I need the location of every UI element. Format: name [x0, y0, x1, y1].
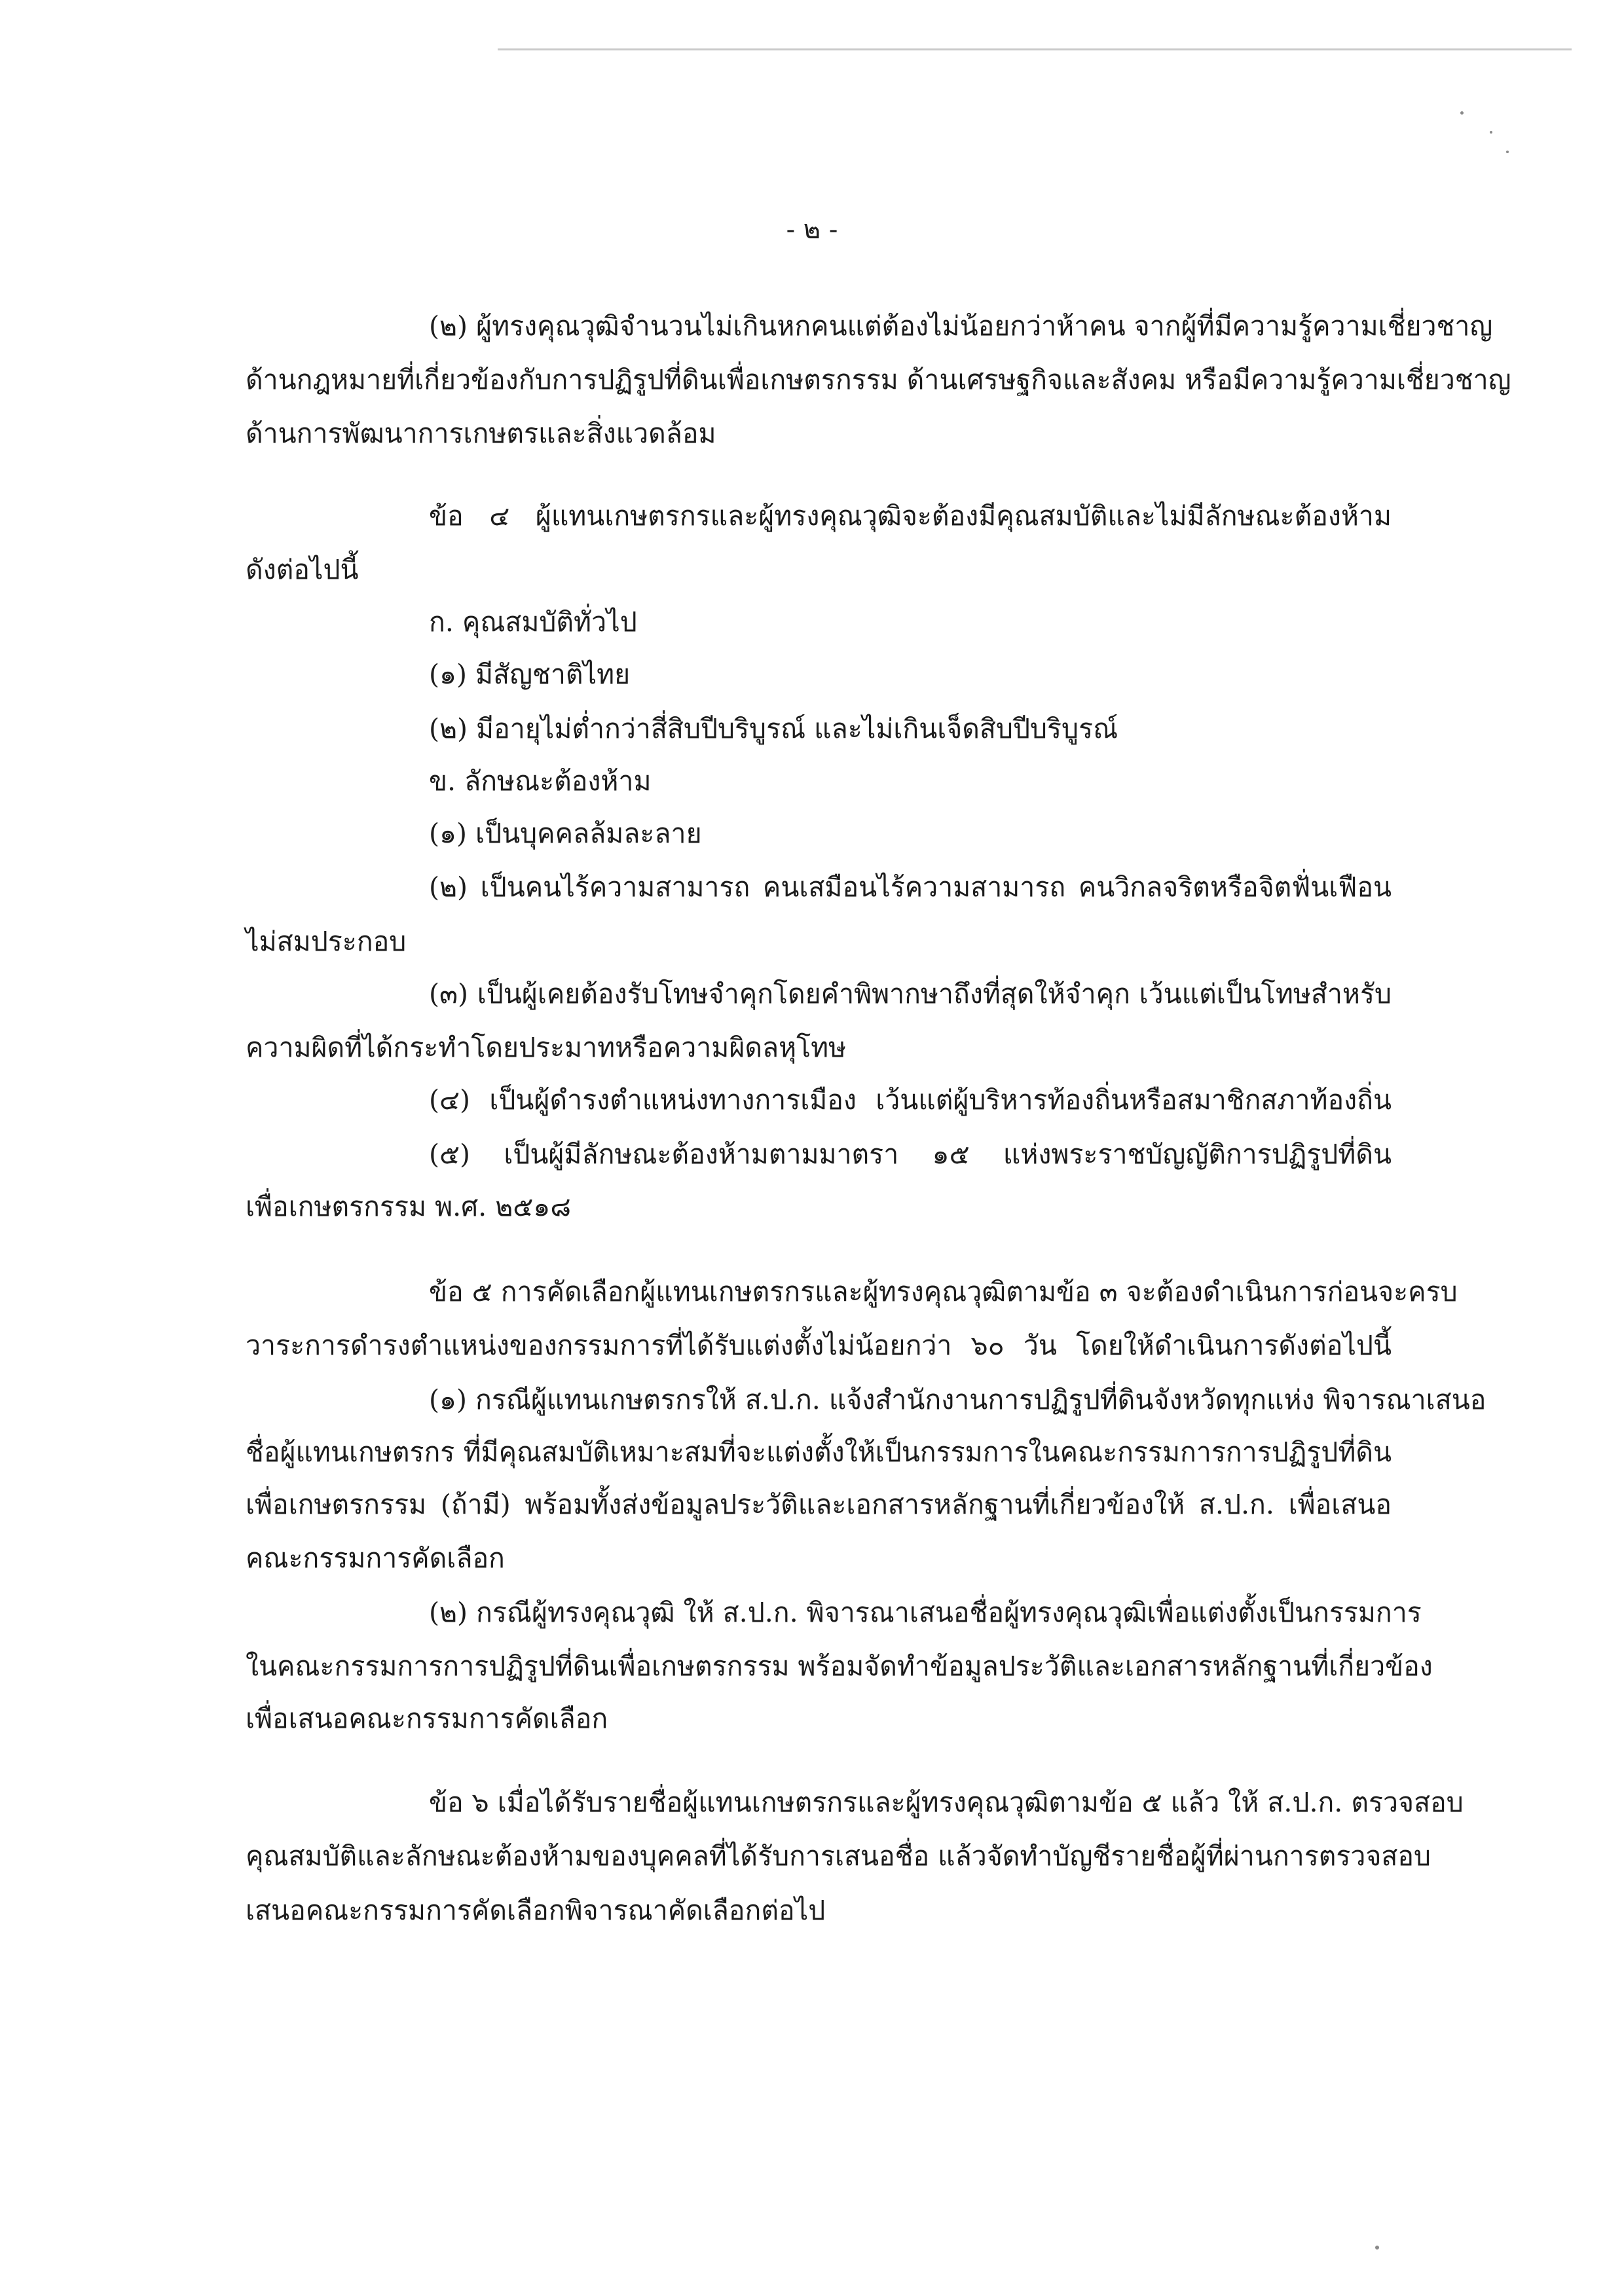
text-line: ด้านการพัฒนาการเกษตรและสิ่งแวดล้อม	[246, 418, 716, 449]
text-line: (๑) กรณีผู้แทนเกษตรกรให้ ส.ป.ก. แจ้งสำนักงานการปฏิรูปที่ดินจังหวัดทุกแห่ง พิจารณาเสนอ	[429, 1384, 1486, 1415]
text-line: เพื่อเกษตรกรรม (ถ้ามี) พร้อมทั้งส่งข้อมูลประวัติและเอกสารหลักฐานที่เกี่ยวข้องให้ ส.ป.ก. เพื่อเสนอ	[246, 1489, 1392, 1520]
text-line: (๑) เป็นบุคคลล้มละลาย	[429, 818, 702, 849]
clause-heading: ข้อ ๔ ผู้แทนเกษตรกรและผู้ทรงคุณวุฒิจะต้องมีคุณสมบัติและไม่มีลักษณะต้องห้าม	[429, 500, 1392, 532]
scan-speck	[1375, 2246, 1379, 2250]
text-line: (๒) กรณีผู้ทรงคุณวุฒิ ให้ ส.ป.ก. พิจารณาเสนอชื่อผู้ทรงคุณวุฒิเพื่อแต่งตั้งเป็นกรรมการ	[429, 1597, 1422, 1628]
text-line: ไม่สมประกอบ	[246, 926, 407, 957]
text-line: (๓) เป็นผู้เคยต้องรับโทษจำคุกโดยคำพิพากษาถึงที่สุดให้จำคุก เว้นแต่เป็นโทษสำหรับ	[429, 978, 1392, 1010]
scan-edge-line	[498, 48, 1572, 50]
text-line: เพื่อเสนอคณะกรรมการคัดเลือก	[246, 1703, 608, 1734]
text-line: คณะกรรมการคัดเลือก	[246, 1542, 505, 1574]
page-number: - ๒ -	[786, 215, 838, 245]
text-line: ความผิดที่ได้กระทำโดยประมาทหรือความผิดลหุโทษ	[246, 1032, 847, 1063]
text-line: ชื่อผู้แทนเกษตรกร ที่มีคุณสมบัติเหมาะสมที่จะแต่งตั้งให้เป็นกรรมการในคณะกรรมการการปฏิรูปที่ดิน	[246, 1436, 1392, 1468]
text-line: ข. ลักษณะต้องห้าม	[429, 765, 652, 797]
scan-speck	[1490, 131, 1492, 134]
text-line: ดังต่อไปนี้	[246, 554, 359, 585]
scan-speck	[1460, 111, 1464, 115]
text-line: (๒) มีอายุไม่ต่ำกว่าสี่สิบปีบริบูรณ์ และไม่เกินเจ็ดสิบปีบริบูรณ์	[429, 713, 1118, 744]
text-line: วาระการดำรงตำแหน่งของกรรมการที่ได้รับแต่งตั้งไม่น้อยกว่า ๖๐ วัน โดยให้ดำเนินการดังต่อไปนี้	[246, 1330, 1392, 1361]
text-line: เพื่อเกษตรกรรม พ.ศ. ๒๕๑๘	[246, 1191, 571, 1222]
text-line: (๒) เป็นคนไร้ความสามารถ คนเสมือนไร้ความสามารถ คนวิกลจริตหรือจิตฟั่นเฟือน	[429, 871, 1392, 903]
clause-heading: ข้อ ๕ การคัดเลือกผู้แทนเกษตรกรและผู้ทรงคุณวุฒิตามข้อ ๓ จะต้องดำเนินการก่อนจะครบ	[429, 1276, 1458, 1307]
text-line: คุณสมบัติและลักษณะต้องห้ามของบุคคลที่ได้รับการเสนอชื่อ แล้วจัดทำบัญชีรายชื่อผู้ที่ผ่านการตรวจสอบ	[246, 1840, 1431, 1872]
text-line: ก. คุณสมบัติทั่วไป	[429, 606, 637, 638]
text-line: (๑) มีสัญชาติไทย	[429, 659, 631, 690]
text-line: ด้านกฎหมายที่เกี่ยวข้องกับการปฏิรูปที่ดินเพื่อเกษตรกรรม ด้านเศรษฐกิจและสังคม หรือมีความรู้ความเชี่ยวชาญ	[246, 364, 1511, 395]
text-line: (๕) เป็นผู้มีลักษณะต้องห้ามตามมาตรา ๑๕ แห่งพระราชบัญญัติการปฏิรูปที่ดิน	[429, 1139, 1392, 1170]
scan-speck	[1506, 151, 1509, 153]
text-line: ในคณะกรรมการการปฏิรูปที่ดินเพื่อเกษตรกรรม พร้อมจัดทำข้อมูลประวัติและเอกสารหลักฐานที่เกี่ยวข้อง	[246, 1650, 1433, 1682]
text-line: (๔) เป็นผู้ดำรงตำแหน่งทางการเมือง เว้นแต่ผู้บริหารท้องถิ่นหรือสมาชิกสภาท้องถิ่น	[429, 1084, 1392, 1116]
text-line: (๒) ผู้ทรงคุณวุฒิจำนวนไม่เกินหกคนแต่ต้องไม่น้อยกว่าห้าคน จากผู้ที่มีความรู้ความเชี่ยวชาญ	[429, 310, 1493, 342]
text-line: เสนอคณะกรรมการคัดเลือกพิจารณาคัดเลือกต่อไป	[246, 1895, 826, 1926]
clause-heading: ข้อ ๖ เมื่อได้รับรายชื่อผู้แทนเกษตรกรและผู้ทรงคุณวุฒิตามข้อ ๕ แล้ว ให้ ส.ป.ก. ตรวจสอบ	[429, 1787, 1464, 1818]
